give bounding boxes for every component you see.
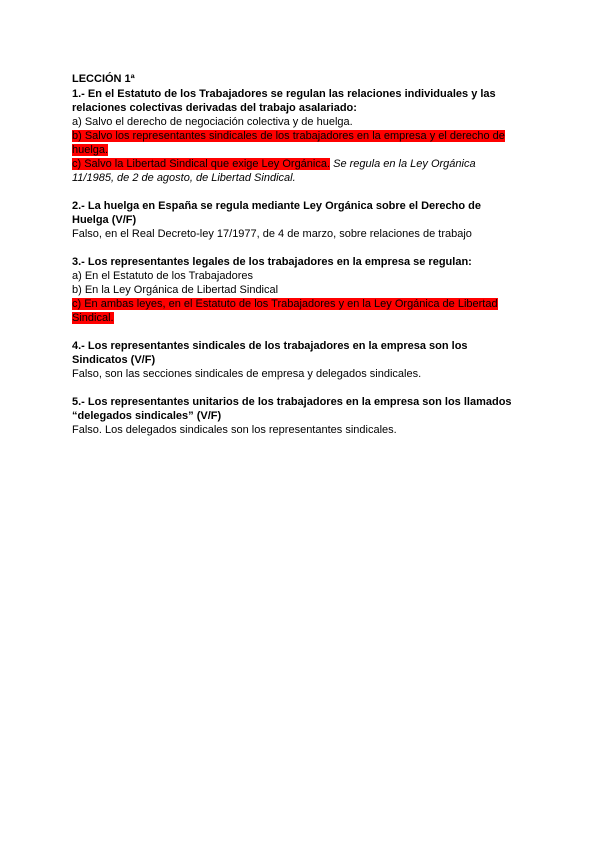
question-1-option-c-line: [72, 157, 512, 185]
question-block-1: [72, 87, 512, 185]
question-4-answer: Falso, son las secciones sindicales de empresa y delegados sindicales.: [72, 368, 422, 380]
question-5-text: 5.- Los representantes unitarios de los trabajadores en la empresa son los llamados “delegados sindicales” (V/F): [72, 396, 512, 422]
question-1-note: Se regula en la Ley Orgánica 11/1985, de 2 de agosto, de Libertad Sindical.: [72, 158, 476, 184]
question-3-text: 3.- Los representantes legales de los trabajadores en la empresa se regulan:: [72, 256, 472, 268]
question-4-text: 4.- Los representantes sindicales de los trabajadores en la empresa son los Sindicatos (V/F): [72, 340, 468, 366]
question-3-option-c-highlight: c) En ambas leyes, en el Estatuto de los Trabajadores y en la Ley Orgánica de Libertad Sindical.: [72, 298, 498, 324]
lesson-title: LECCIÓN 1ª: [72, 73, 135, 85]
question-1-text: 1.- En el Estatuto de los Trabajadores se regulan las relaciones individuales y las relaciones colectivas derivadas del trabajo asalariado:: [72, 88, 496, 114]
question-3-option-a: a) En el Estatuto de los Trabajadores: [72, 270, 253, 282]
question-1-option-b-highlight: b) Salvo los representantes sindicales de los trabajadores en la empresa y el derecho de huelga.: [72, 130, 505, 156]
question-1-option-b: [72, 129, 512, 157]
question-2-answer: Falso, en el Real Decreto-ley 17/1977, de 4 de marzo, sobre relaciones de trabajo: [72, 228, 472, 240]
question-1-option-a: a) Salvo el derecho de negociación colectiva y de huelga.: [72, 116, 353, 128]
document-page: [72, 72, 512, 451]
question-block-4: [72, 339, 512, 381]
question-1-option-c-highlight: c) Salvo la Libertad Sindical que exige Ley Orgánica.: [72, 158, 331, 170]
question-block-2: [72, 199, 512, 241]
question-2-text: 2.- La huelga en España se regula mediante Ley Orgánica sobre el Derecho de Huelga (V/F): [72, 200, 481, 226]
question-3-option-b: b) En la Ley Orgánica de Libertad Sindical: [72, 284, 279, 296]
question-block-3: [72, 255, 512, 325]
question-5-answer: Falso. Los delegados sindicales son los representantes sindicales.: [72, 424, 397, 436]
question-3-option-c: [72, 297, 512, 325]
question-block-5: [72, 395, 512, 437]
